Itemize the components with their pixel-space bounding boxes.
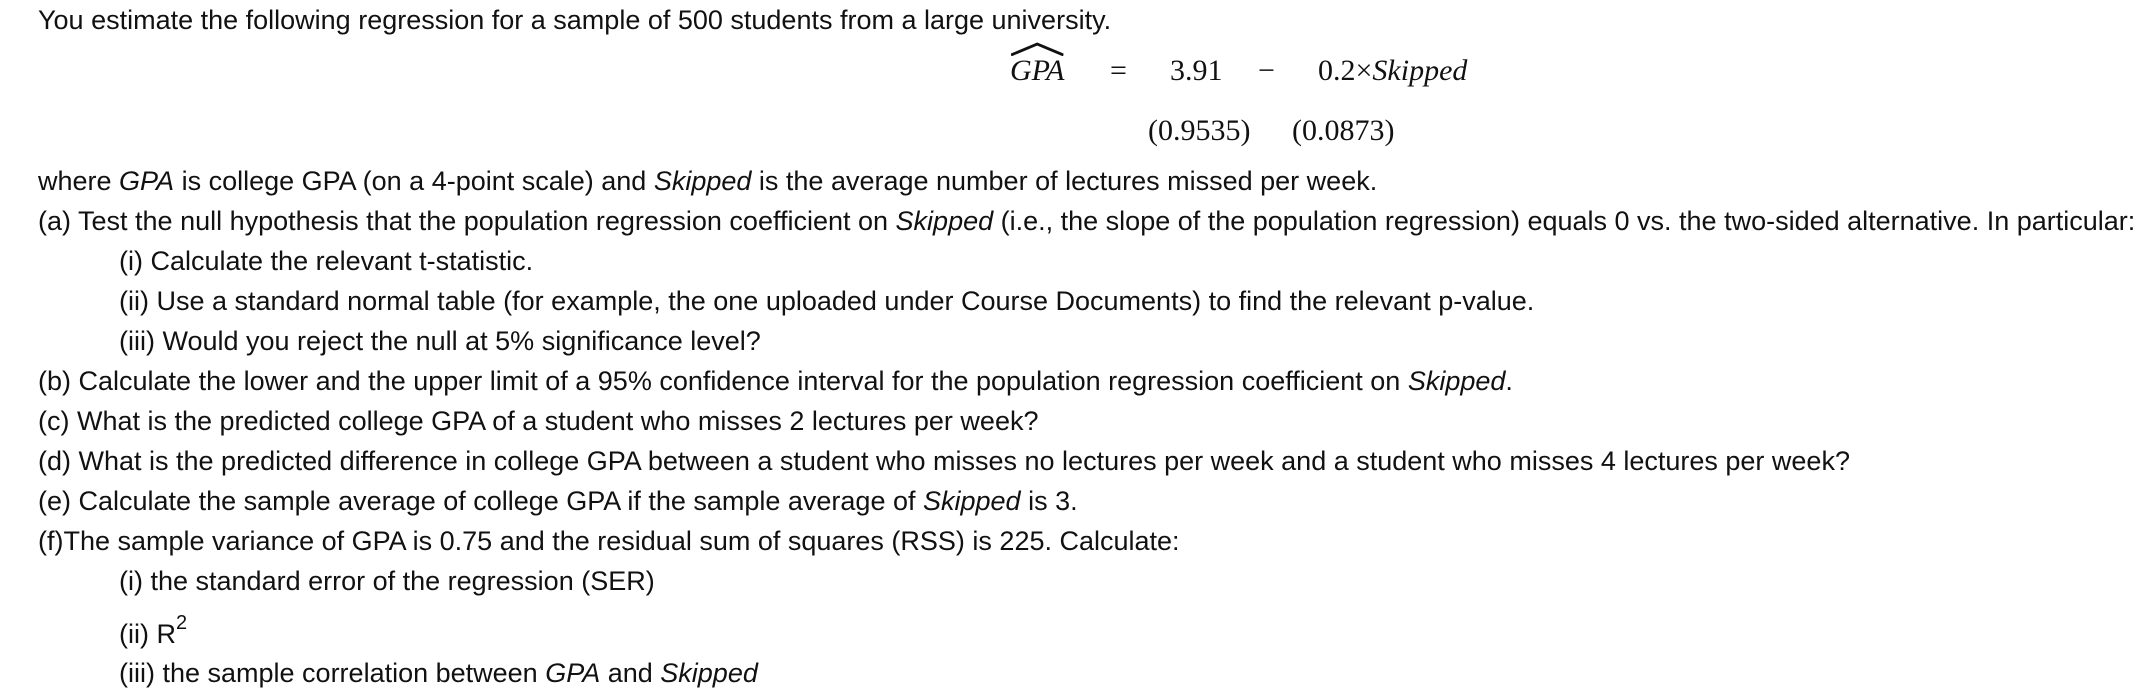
question-a-iii: (iii) Would you reject the null at 5% significance level? bbox=[119, 326, 761, 356]
equation-intercept: 3.91 bbox=[1170, 54, 1223, 87]
equation-equals: = bbox=[1110, 54, 1127, 87]
question-a-i: (i) Calculate the relevant t-statistic. bbox=[119, 246, 534, 276]
intro-text: You estimate the following regression for a sample of 500 students from a large university. bbox=[38, 5, 1112, 35]
question-f-iii: (iii) the sample correlation between GPA and Skipped bbox=[119, 658, 758, 688]
question-a: (a) Test the null hypothesis that the population regression coefficient on Skipped (i.e., the slope of the population regression) equals 0 vs. the two-sided alternative. In particular: bbox=[38, 206, 2136, 236]
equation-lhs bbox=[1010, 54, 1064, 88]
question-f-i: (i) the standard error of the regression (SER) bbox=[119, 566, 655, 596]
hat-accent bbox=[1010, 42, 1064, 56]
question-f-ii: (ii) $R^2$ bbox=[119, 612, 188, 649]
se-slope: (0.0873) bbox=[1292, 114, 1395, 147]
question-d: (d) What is the predicted difference in college GPA between a student who misses no lectures per week and a student who misses 4 lectures per week? bbox=[38, 446, 1850, 476]
question-c: (c) What is the predicted college GPA of a student who misses 2 lectures per week? bbox=[38, 406, 1039, 436]
where-text: where GPA is college GPA (on a 4-point scale) and Skipped is the average number of lectures missed per week. bbox=[38, 166, 1378, 196]
question-b: (b) Calculate the lower and the upper limit of a 95% confidence interval for the population regression coefficient on Skipped. bbox=[38, 366, 1513, 396]
gpa-hat: GPA bbox=[1010, 54, 1064, 88]
equation-slope-term: 0.2×Skipped bbox=[1318, 54, 1468, 87]
se-intercept: (0.9535) bbox=[1148, 114, 1251, 147]
question-f: (f)The sample variance of GPA is 0.75 and the residual sum of squares (RSS) is 225. Calculate: bbox=[38, 526, 1180, 556]
equation-minus: − bbox=[1258, 54, 1275, 87]
question-a-ii: (ii) Use a standard normal table (for example, the one uploaded under Course Documents) to find the relevant p-value. bbox=[119, 286, 1535, 316]
question-e: (e) Calculate the sample average of college GPA if the sample average of Skipped is 3. bbox=[38, 486, 1078, 516]
